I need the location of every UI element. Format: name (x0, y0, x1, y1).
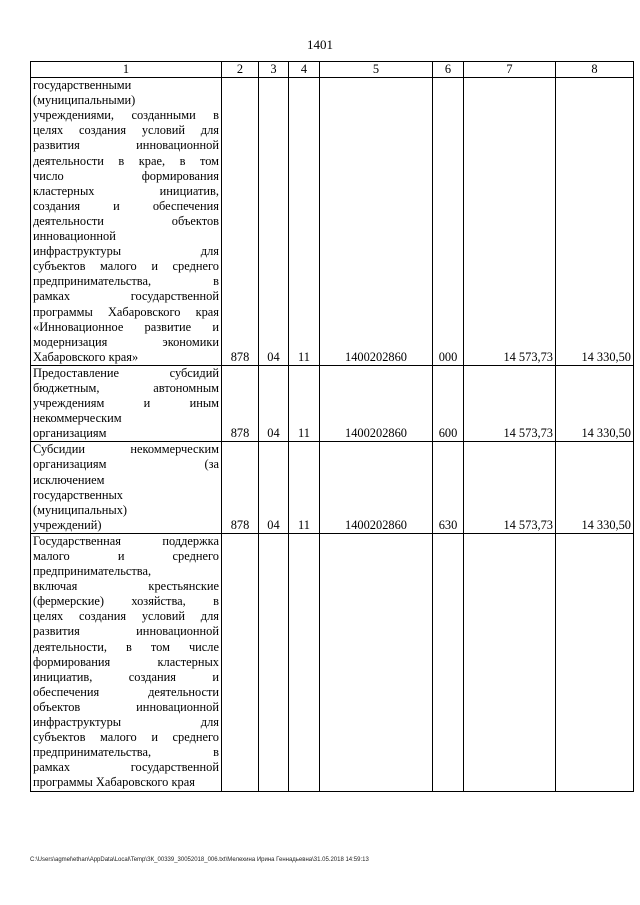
col-header-1: 1 (31, 62, 222, 78)
description-line: учреждениям и иным (33, 396, 219, 411)
description-line: программы Хабаровского края (33, 775, 195, 790)
col-header-3: 3 (259, 62, 289, 78)
table-row (31, 365, 634, 441)
cell-sum1: 14 573,73 (464, 442, 556, 534)
cell-grbs: 878 (222, 78, 259, 366)
description-line: субъектов малого и среднего (33, 730, 219, 745)
cell-sum1 (464, 533, 556, 791)
cell-rz: 04 (259, 442, 289, 534)
description-line: некоммерческим (33, 411, 122, 426)
cell-csr: 1400202860 (320, 442, 433, 534)
page-number: 1401 (307, 37, 333, 52)
description-line: (фермерские) хозяйства, в (33, 594, 219, 609)
description-line: Субсидии некоммерческим (33, 442, 219, 457)
row-description (31, 78, 222, 366)
cell-sum2: 14 330,50 (556, 365, 634, 441)
cell-grbs (222, 533, 259, 791)
cell-sum2: 14 330,50 (556, 78, 634, 366)
description-line: создания и обеспечения (33, 198, 219, 213)
description-line: кластерных инициатив, (33, 183, 219, 198)
description-line: объектов инновационной (33, 699, 219, 714)
description-line: развития инновационной (33, 138, 219, 153)
cell-sum1: 14 573,73 (464, 365, 556, 441)
description-line: субъектов малого и среднего (33, 259, 219, 274)
col-header-8: 8 (556, 62, 634, 78)
table-row (31, 442, 634, 534)
col-header-7: 7 (464, 62, 556, 78)
cell-csr (320, 533, 433, 791)
description-line: деятельности, в том числе (33, 639, 219, 654)
description-line: «Инновационное развитие и (33, 319, 219, 334)
description-line: организациям (за (33, 457, 219, 472)
cell-rz: 04 (259, 365, 289, 441)
description-line: предпринимательства, в (33, 745, 219, 760)
table-row (31, 533, 634, 791)
description-line: модернизация экономики (33, 334, 219, 349)
cell-vr: 600 (433, 365, 464, 441)
cell-csr: 1400202860 (320, 365, 433, 441)
description-line: рамках государственной (33, 760, 219, 775)
description-line: Предоставление субсидий (33, 365, 219, 380)
cell-vr: 000 (433, 78, 464, 366)
cell-rz: 04 (259, 78, 289, 366)
description-line: малого и среднего (33, 549, 219, 563)
description-line: число формирования (33, 168, 219, 183)
description-line: развития инновационной (33, 624, 219, 639)
table-row (31, 78, 634, 366)
cell-pr (289, 533, 320, 791)
cell-sum2 (556, 533, 634, 791)
description-line: (муниципальных) (33, 502, 128, 517)
col-header-2: 2 (222, 62, 259, 78)
description-line: учреждениями, созданными в (33, 108, 219, 123)
col-header-4: 4 (289, 62, 320, 78)
cell-pr: 11 (289, 442, 320, 534)
description-line: обеспечения деятельности (33, 684, 219, 699)
description-line: инициатив, создания и (33, 669, 219, 684)
description-line: бюджетным, автономным (33, 380, 219, 395)
description-line: предпринимательства, в (33, 274, 219, 289)
description-line: (муниципальными) (33, 93, 136, 108)
col-header-6: 6 (433, 62, 464, 78)
row-description (31, 533, 222, 791)
description-line: целях создания условий для (33, 123, 219, 138)
description-line: рамках государственной (33, 289, 219, 304)
cell-grbs: 878 (222, 442, 259, 534)
cell-grbs: 878 (222, 365, 259, 441)
description-line: формирования кластерных (33, 654, 219, 669)
cell-pr: 11 (289, 365, 320, 441)
description-line: учреждений) (33, 517, 102, 532)
description-line: целях создания условий для (33, 609, 219, 624)
description-line: государственными (33, 78, 132, 93)
cell-sum1: 14 573,73 (464, 78, 556, 366)
description-line: Государственная поддержка (33, 533, 219, 548)
description-line: исключением (33, 472, 105, 487)
col-header-5: 5 (320, 62, 433, 78)
row-description (31, 442, 222, 534)
cell-vr (433, 533, 464, 791)
description-line: организациям (33, 426, 107, 441)
description-line: инфраструктуры для (33, 244, 219, 259)
description-line: Хабаровского края» (33, 349, 139, 364)
description-line: инновационной (33, 229, 116, 244)
description-line: деятельности в крае, в том (33, 153, 219, 168)
cell-rz (259, 533, 289, 791)
cell-sum2: 14 330,50 (556, 442, 634, 534)
header-row (31, 62, 634, 78)
description-line: государственных (33, 487, 124, 502)
cell-vr: 630 (433, 442, 464, 534)
description-line: инфраструктуры для (33, 715, 219, 730)
budget-table (30, 61, 634, 792)
description-line: программы Хабаровского края (33, 304, 219, 319)
description-line: предпринимательства, (33, 564, 152, 579)
cell-pr: 11 (289, 78, 320, 366)
description-line: деятельности объектов (33, 213, 219, 228)
file-path-footer: C:\Users\agmel\ethan\AppData\Local\Temp\ЗК_00339_30052018_006.txt\Мелехина Ирина Геннадьевна\31.05.2018 14:59:13 (30, 857, 369, 863)
row-description (31, 365, 222, 441)
cell-csr: 1400202860 (320, 78, 433, 366)
description-line: включая крестьянские (33, 579, 219, 594)
